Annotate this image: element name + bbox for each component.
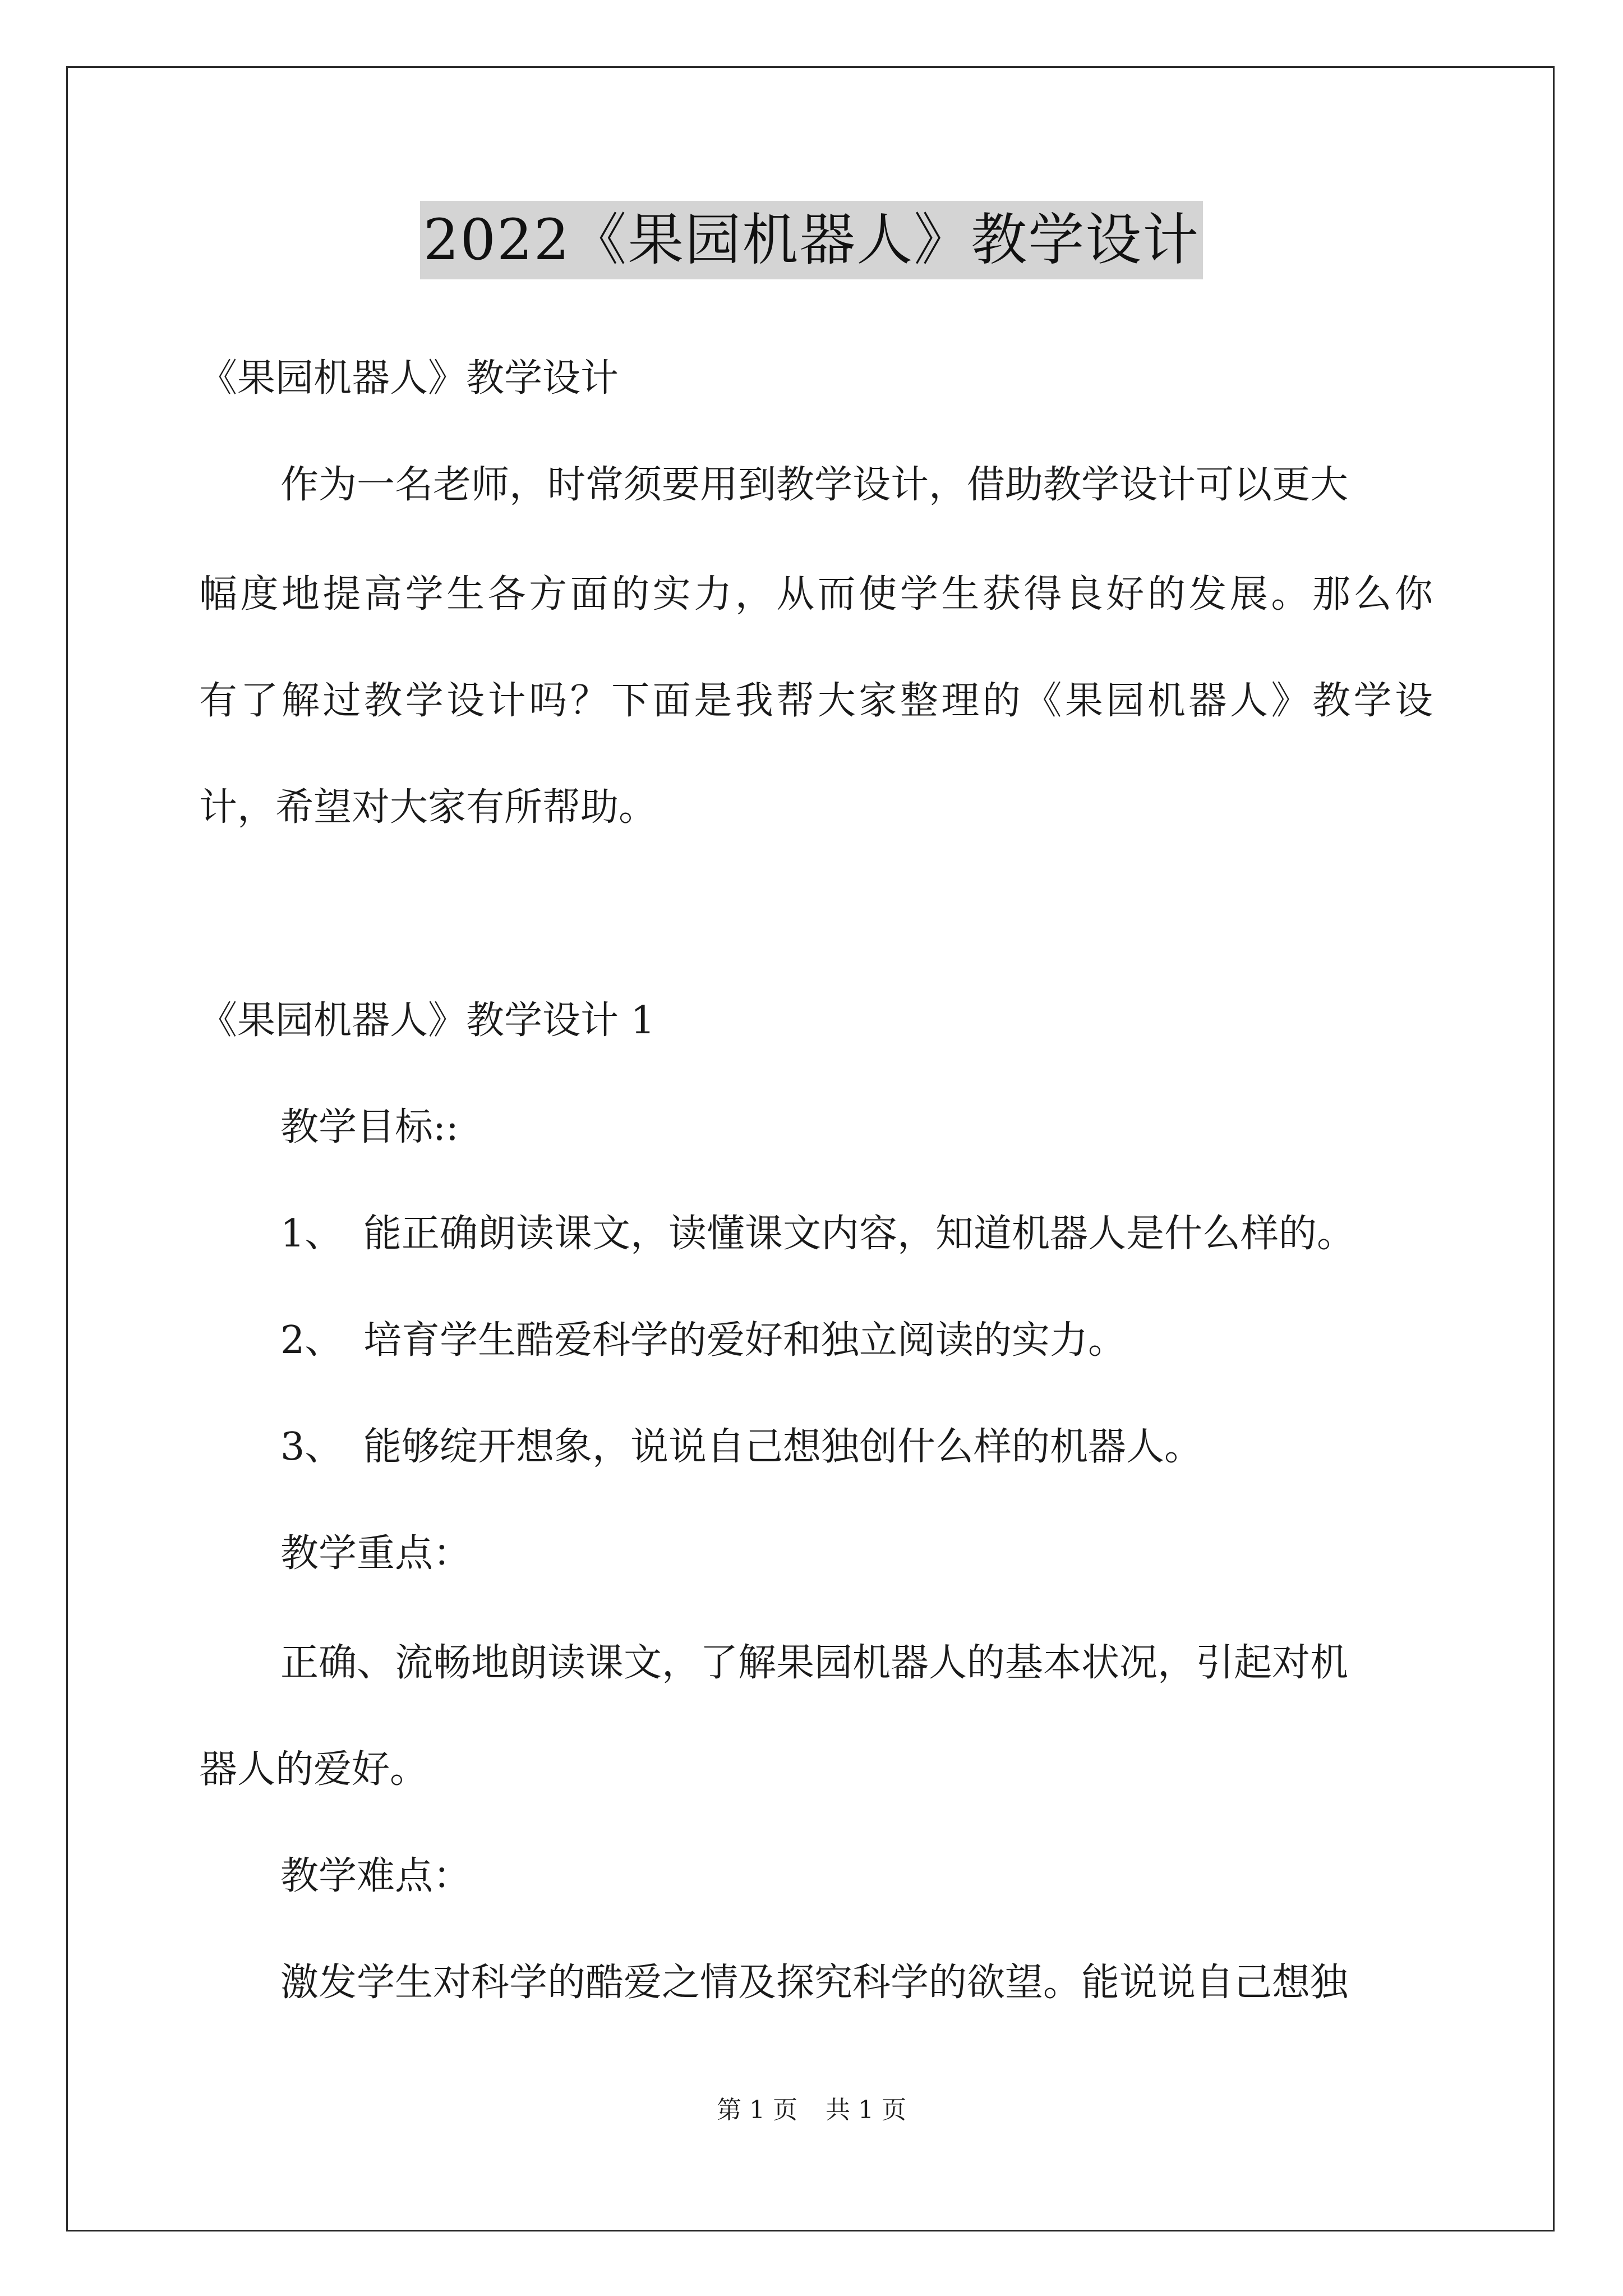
intro-line-3: 有了解过教学设计吗？下面是我帮大家整理的《果园机器人》教学设 [199,679,1433,723]
difficulty-text-line-1: 激发学生对科学的酷爱之情及探究科学的欲望。能说说自己想独 [280,1961,1349,2005]
document-subtitle: 《果园机器人》教学设计 [199,356,619,401]
intro-line-2: 幅度地提高学生各方面的实力，从而使学生获得良好的发展。那么你 [199,572,1433,616]
goal-text: 能正确朗读课文，读懂课文内容，知道机器人是什么样的。 [363,1212,1355,1256]
goal-item [280,1209,1355,1259]
footer-page-number: 第 1 页 [717,2096,797,2124]
title-container [0,201,1623,279]
key-heading: 教学重点： [280,1531,472,1576]
goal-text: 培育学生酷爱科学的爱好和独立阅读的实力。 [363,1318,1127,1363]
key-text-line-2: 器人的爱好。 [199,1747,428,1792]
document-title: 2022《果园机器人》教学设计 [420,201,1204,279]
intro-line-1: 作为一名老师，时常须要用到教学设计，借助教学设计可以更大 [280,463,1349,507]
goal-item [280,1422,1202,1473]
page-footer [0,2093,1623,2127]
footer-total-pages: 共 1 页 [826,2096,906,2124]
goals-heading: 教学目标:: [280,1105,459,1149]
goal-number: 3、 [280,1425,343,1469]
goal-number: 2、 [280,1318,343,1363]
key-text-line-1: 正确、流畅地朗读课文，了解果园机器人的基本状况，引起对机 [280,1641,1349,1685]
difficulty-heading: 教学难点： [280,1854,472,1898]
intro-line-4: 计，希望对大家有所帮助。 [199,785,657,830]
goal-text: 能够绽开想象，说说自己想独创什么样的机器人。 [363,1425,1203,1469]
section-heading: 《果园机器人》教学设计 1 [199,999,655,1043]
goal-item [280,1315,1126,1366]
goal-number: 1、 [280,1212,343,1256]
